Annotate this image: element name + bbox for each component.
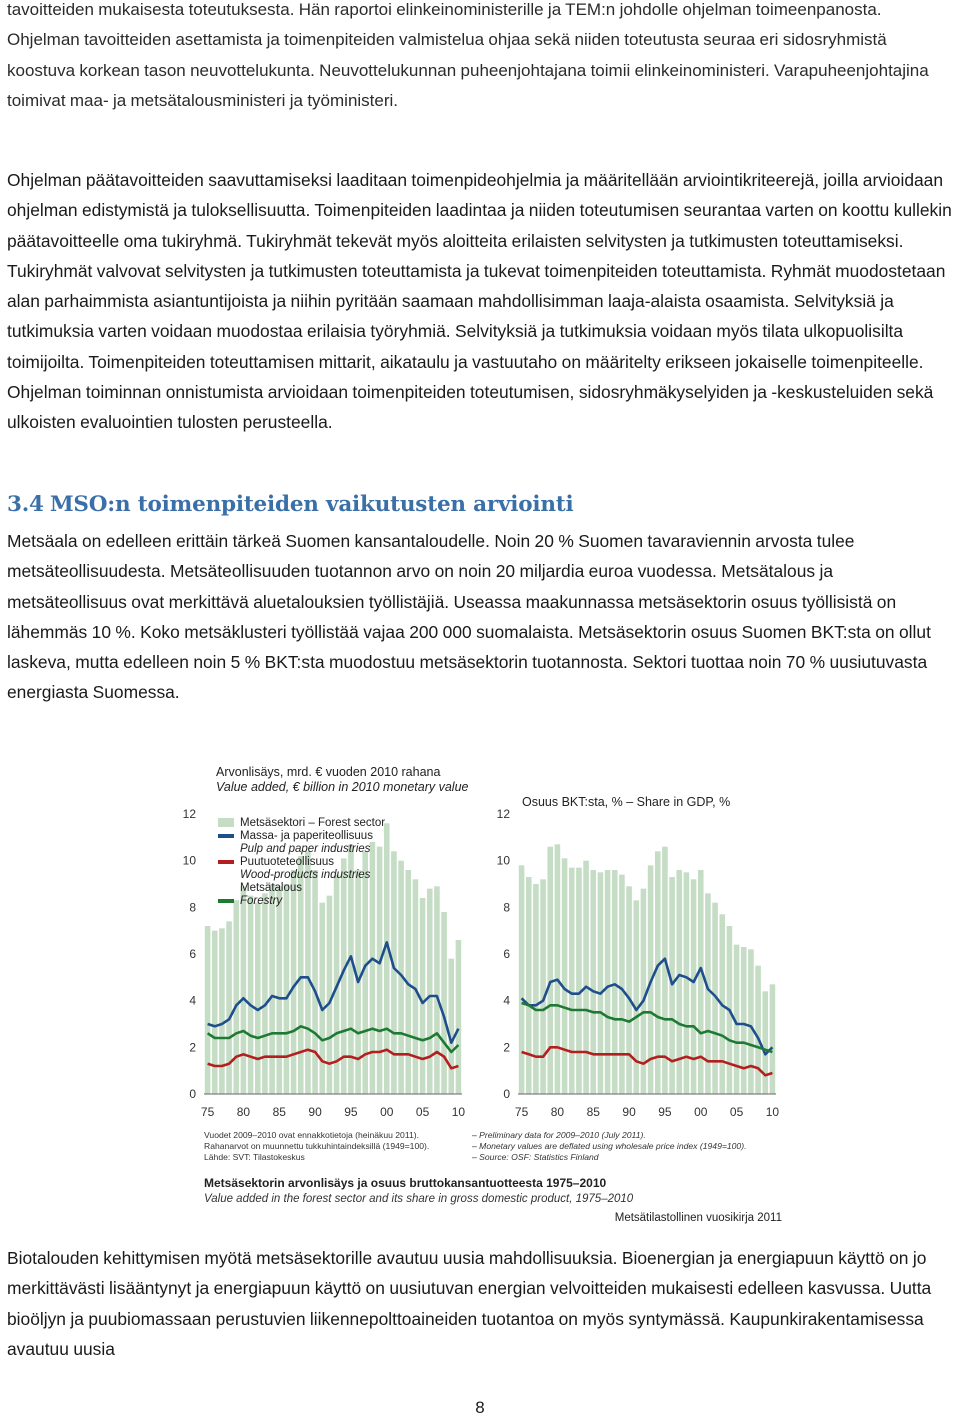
total-bar	[562, 858, 568, 1094]
total-bar	[612, 870, 618, 1094]
y-tick-label: 6	[189, 947, 196, 961]
total-bar	[276, 886, 282, 1094]
legend-swatch	[218, 860, 234, 864]
paragraph-evaluation: Ohjelman päätavoitteiden saavuttamiseksi laaditaan toimenpideohjelmia ja määritellään arviointikriteerejä, joilla arvioidaan ohjelman edistymistä ja tuloksellisuutta. Toimenpiteiden laadintaa ja niiden toteutumisen seurantaa varten on koottu kullekin päätavoitteelle oma tukiryhmä. Tukiryhmät tekevät myös aloitteita erilaisten selvitysten ja tutkimusten toteuttamiseksi. Tukiryhmät valvovat selvitysten ja tutkimusten toteuttamista ja tukevat toimenpiteiden toteuttamista. Ryhmät muodostetaan alan parhaimmista asiantuntijoista ja niihin pyritään saamaan mahdollisimman laaja-alaista osaamista. Selvityksiä ja tutkimuksia varten voidaan muodostaa erilaisia työryhmiä. Selvityksiä ja tutkimuksia voidaan myös tilata ulkopuolisilta toimijoilta. Toimenpiteiden toteuttamisen mittarit, aikataulu ja vastuutaho on määritelty erikseen jokaiselle toimenpiteelle. Ohjelman toiminnan onnistumista arvioidaan toimenpiteiden toteutumisen, sidosryhmäkyselyiden ja -keskusteluiden sekä ulkoisten evaluointien tulosten perusteella.	[7, 170, 952, 433]
paragraph-forest-sector: Metsäala on edelleen erittäin tärkeä Suomen kansantaloudelle. Noin 20 % Suomen tavaraviennin arvosta tulee metsäteollisuudesta. Metsäteollisuuden tuotannon arvo on noin 20 miljardia euroa vuodessa. Metsätalous ja metsäteollisuus ovat merkittävä aluetalouksien työllistäjiä. Useassa maakunnassa metsäsektorin osuus työllisistä on lähemmäs 10 %. Koko metsäklusteri työllistää vajaa 200 000 suomalaista. Metsäsektorin osuus Suomen BKT:sta on ollut laskeva, mutta edelleen noin 5 % BKT:sta muodostuu metsäsektorin tuotannosta. Sektori tuottaa noin 70 % uusiutuvasta energiasta Suomessa.	[7, 531, 931, 703]
total-bar	[255, 903, 261, 1094]
chart-title: Arvonlisäys, mrd. € vuoden 2010 rahana	[216, 765, 441, 779]
y-tick-label: 12	[496, 807, 510, 821]
total-bar	[384, 823, 390, 1094]
x-tick-label: 05	[415, 1105, 430, 1119]
y-tick-label: 2	[503, 1040, 510, 1055]
y-tick-label: 10	[496, 853, 510, 868]
x-tick-label: 10	[451, 1105, 466, 1119]
total-bar	[755, 966, 761, 1094]
y-tick-label: 10	[182, 853, 196, 868]
legend-label: Wood-products industries	[240, 869, 371, 881]
total-bar	[305, 851, 311, 1094]
legend-swatch	[218, 834, 234, 838]
total-bar	[448, 959, 454, 1094]
total-bar	[619, 875, 625, 1094]
x-tick-label: 75	[514, 1105, 529, 1119]
section-title: MSO:n toimenpiteiden vaikutusten arviointi	[49, 492, 574, 517]
figure-caption-fi: Metsäsektorin arvonlisäys ja osuus bruttokansantuotteesta 1975–2010	[204, 1176, 607, 1190]
y-tick-label: 8	[189, 900, 196, 915]
legend-label: Puutuoteteollisuus	[240, 856, 334, 868]
footnote-fi: Lähde: SVT: Tilastokeskus	[204, 1152, 305, 1162]
total-bar	[291, 870, 297, 1094]
x-tick-label: 05	[729, 1105, 744, 1119]
footnote-fi: Rahanarvot on muunnettu tukkuhintaindeksillä (1949=100).	[204, 1141, 430, 1151]
paragraph-governance: tavoitteiden mukaisesta toteutuksesta. Hän raportoi elinkeinoministerille ja TEM:n johdolle ohjelman toimeenpanosta. Ohjelman tavoitteiden asettamista ja toimenpiteiden valmistelua ohjaa sekä niiden toteutusta seuraa eri sidosryhmistä koostuva korkean tason neuvottelukunta. Neuvottelukunnan puheenjohtajana toimii elinkeinoministeri. Varapuheenjohtajina toimivat maa- ja metsätalousministeri ja työministeri.	[7, 0, 929, 110]
total-bar	[248, 896, 254, 1094]
x-tick-label: 95	[344, 1105, 358, 1119]
footnote-fi: Vuodet 2009–2010 ovat ennakkotietoja (heinäkuu 2011).	[204, 1130, 420, 1140]
total-bar	[434, 886, 440, 1094]
total-bar	[684, 872, 690, 1094]
total-bar	[212, 931, 218, 1094]
y-tick-label: 0	[503, 1087, 510, 1101]
y-tick-label: 4	[189, 993, 196, 1008]
total-bar	[633, 900, 639, 1094]
total-bar	[226, 921, 232, 1094]
total-bar	[205, 926, 211, 1094]
legend-label: Massa- ja paperiteollisuus	[240, 830, 373, 842]
x-tick-label: 10	[765, 1105, 780, 1119]
total-bar	[233, 900, 239, 1094]
total-bar	[526, 877, 532, 1094]
total-bar	[590, 870, 596, 1094]
section-heading	[7, 492, 574, 517]
legend-swatch	[218, 818, 234, 827]
total-bar	[319, 903, 325, 1094]
total-bar	[312, 870, 318, 1094]
x-tick-label: 85	[272, 1105, 286, 1119]
x-tick-label: 00	[380, 1105, 394, 1119]
total-bar	[598, 872, 604, 1094]
total-bar	[698, 870, 704, 1094]
total-bar	[555, 844, 561, 1094]
y-tick-label: 0	[189, 1087, 196, 1101]
total-bar	[391, 851, 397, 1094]
x-tick-label: 75	[200, 1105, 215, 1119]
figure-caption-en: Value added in the forest sector and its share in gross domestic product, 1975–2010	[204, 1193, 634, 1205]
total-bar	[269, 884, 275, 1094]
footnote-en: – Preliminary data for 2009–2010 (July 2011).	[472, 1130, 646, 1140]
x-tick-label: 85	[586, 1105, 600, 1119]
figure-publisher: Metsätilastollinen vuosikirja 2011	[614, 1212, 782, 1224]
total-bar	[605, 870, 611, 1094]
total-bar	[262, 893, 268, 1094]
total-bar	[519, 865, 525, 1094]
total-bar	[569, 868, 575, 1094]
x-tick-label: 90	[308, 1105, 322, 1119]
total-bar	[370, 842, 376, 1094]
total-bar	[441, 912, 447, 1094]
y-tick-label: 4	[503, 993, 510, 1008]
total-bar	[241, 886, 247, 1094]
footnote-en: – Source: OSF: Statistics Finland	[472, 1152, 599, 1162]
x-tick-label: 95	[658, 1105, 672, 1119]
total-bar	[583, 861, 589, 1094]
total-bar	[705, 893, 711, 1094]
page-number: 8	[475, 1398, 485, 1417]
total-bar	[420, 898, 426, 1094]
total-bar	[576, 868, 582, 1094]
forest-sector-figure	[168, 762, 808, 1232]
total-bar	[691, 879, 697, 1094]
y-tick-label: 2	[189, 1040, 196, 1055]
total-bar	[748, 949, 754, 1094]
total-bar	[427, 889, 433, 1094]
footnote-en: – Monetary values are deflated using wholesale price index (1949=100).	[472, 1141, 747, 1151]
total-bar	[533, 884, 539, 1094]
section-number: 3.4	[7, 492, 44, 517]
x-tick-label: 80	[550, 1105, 565, 1119]
legend-label: Metsätalous	[240, 882, 303, 894]
total-bar	[762, 991, 768, 1094]
total-bar	[741, 947, 747, 1094]
total-bar	[540, 879, 546, 1094]
total-bar	[377, 847, 383, 1094]
total-bar	[284, 884, 290, 1094]
chart-subtitle: Value added, € billion in 2010 monetary value	[216, 780, 469, 794]
legend-swatch	[218, 899, 234, 903]
y-tick-label: 6	[503, 947, 510, 961]
x-tick-label: 90	[622, 1105, 636, 1119]
total-bar	[770, 984, 776, 1094]
legend-label: Metsäsektori – Forest sector	[240, 817, 386, 829]
x-tick-label: 00	[694, 1105, 708, 1119]
total-bar	[626, 886, 632, 1094]
y-tick-label: 12	[182, 807, 196, 821]
legend-label: Pulp and paper industries	[240, 843, 371, 855]
chart-title: Osuus BKT:sta, % – Share in GDP, %	[522, 795, 731, 809]
paragraph-bioeconomy: Biotalouden kehittymisen myötä metsäsektorille avautuu uusia mahdollisuuksia. Bioenergian ja energiapuun käyttö on jo merkittävästi lisääntynyt ja energiapuun käyttö on uusiutuvan energian velvoitteiden mukaisesti edelleen kasvussa. Uutta bioöljyn ja puubiomassaan perustuvien liikennepolttoaineiden tuotantoa on myös syntymässä. Kaupunkirakentamisessa avautuu uusia	[7, 1248, 932, 1359]
total-bar	[219, 928, 225, 1094]
x-tick-label: 80	[236, 1105, 251, 1119]
legend-label: Forestry	[240, 895, 283, 907]
total-bar	[456, 940, 462, 1094]
total-bar	[547, 847, 553, 1094]
y-tick-label: 8	[503, 900, 510, 915]
